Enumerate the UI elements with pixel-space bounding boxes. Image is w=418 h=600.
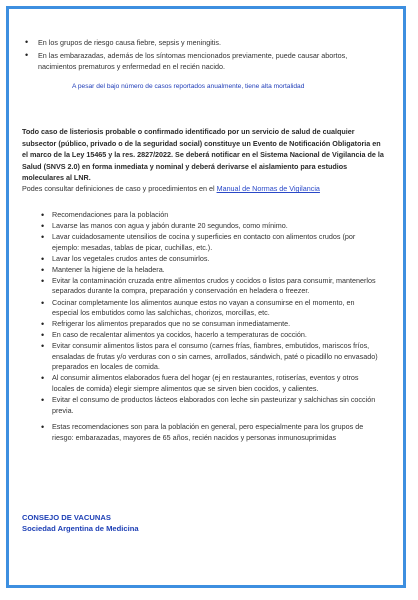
notification-paragraph: Todo caso de listeriosis probable o confirmado identificado por un servicio de salud de cualquier subsector (público, privado o de la seguridad social) constituye un Evento de Notificación Obligatoria en el marco de la Ley 15465 y la res. 2827/2022. Se deberá notificar en el Sistema Nacional de Vigilancia de la Salud (SNVS 2.0) en forma inmediata y nominal y deberá derivarse el aislamiento para estudios moleculares al LNR. <box>22 127 384 183</box>
list-item: • Evitar el consumo de productos lácteos elaborados con leche sin pasteurizar y salchichas sin cocción previa. <box>38 395 382 416</box>
mortality-note: A pesar del bajo número de casos reportados anualmente, tiene alta mortalidad <box>72 83 305 90</box>
list-item: • Refrigerar los alimentos preparados que no se consuman inmediatamente. <box>38 319 382 330</box>
list-item: • En caso de recalentar alimentos ya cocidos, hacerlo a temperaturas de cocción. <box>38 330 382 341</box>
definitions-text: Podes consultar definiciones de caso y procedimientos en el <box>22 184 217 193</box>
recommendations-list <box>38 210 382 444</box>
list-item: • Lavar los vegetales crudos antes de consumirlos. <box>38 254 382 265</box>
risk-list <box>22 37 382 72</box>
list-item: • Evitar la contaminación cruzada entre alimentos crudos y cocidos o listos para consumir, mantenerlos separados durante la compra, preparación y conservación en heladera o freezer. <box>38 276 382 297</box>
list-item: • Recomendaciones para la población <box>38 210 382 221</box>
definitions-line <box>22 184 386 194</box>
list-item: • Evitar consumir alimentos listos para el consumo (carnes frías, fiambres, embutidos, mariscos fríos, ensaladas de frutas y/o verduras con o sin carnes, arrollados, sándwich, paté o picadillo no envasado) preparados en locales de comida. <box>38 341 382 373</box>
footer-society: Sociedad Argentina de Medicina <box>22 524 139 533</box>
list-item: • Lavarse las manos con agua y jabón durante 20 segundos, como mínimo. <box>38 221 382 232</box>
footer-council: CONSEJO DE VACUNAS <box>22 513 111 522</box>
list-item: • Lavar cuidadosamente utensilios de cocina y superficies en contacto con alimentos crudos (por ejemplo: mesadas, tablas de picar, cuchillas, etc.). <box>38 232 382 253</box>
signature-block <box>22 512 322 534</box>
list-item: • En los grupos de riesgo causa fiebre, sepsis y meningitis. <box>22 37 382 48</box>
manual-link[interactable]: Manual de Normas de Vigilancia <box>216 184 320 193</box>
list-item: • En las embarazadas, además de los síntomas mencionados previamente, puede causar abortos, nacimientos prematuros y enfermedad en el recién nacido. <box>22 50 382 72</box>
list-item: • Estas recomendaciones son para la población en general, pero especialmente para los grupos de riesgo: embarazadas, mayores de 65 años, recién nacidos y personas inmunosuprimidas <box>38 422 382 443</box>
list-item: • Cocinar completamente los alimentos aunque estos no vayan a consumirse en el momento, en especial los embutidos como las salchichas, chorizos, morcillas, etc. <box>38 298 382 319</box>
list-item: • Mantener la higiene de la heladera. <box>38 265 382 276</box>
list-item: • Al consumir alimentos elaborados fuera del hogar (ej en restaurantes, rotiserías, eventos y otros locales de comida) elegir siempre alimentos que se sirven bien cocidos, y calientes. <box>38 373 382 394</box>
